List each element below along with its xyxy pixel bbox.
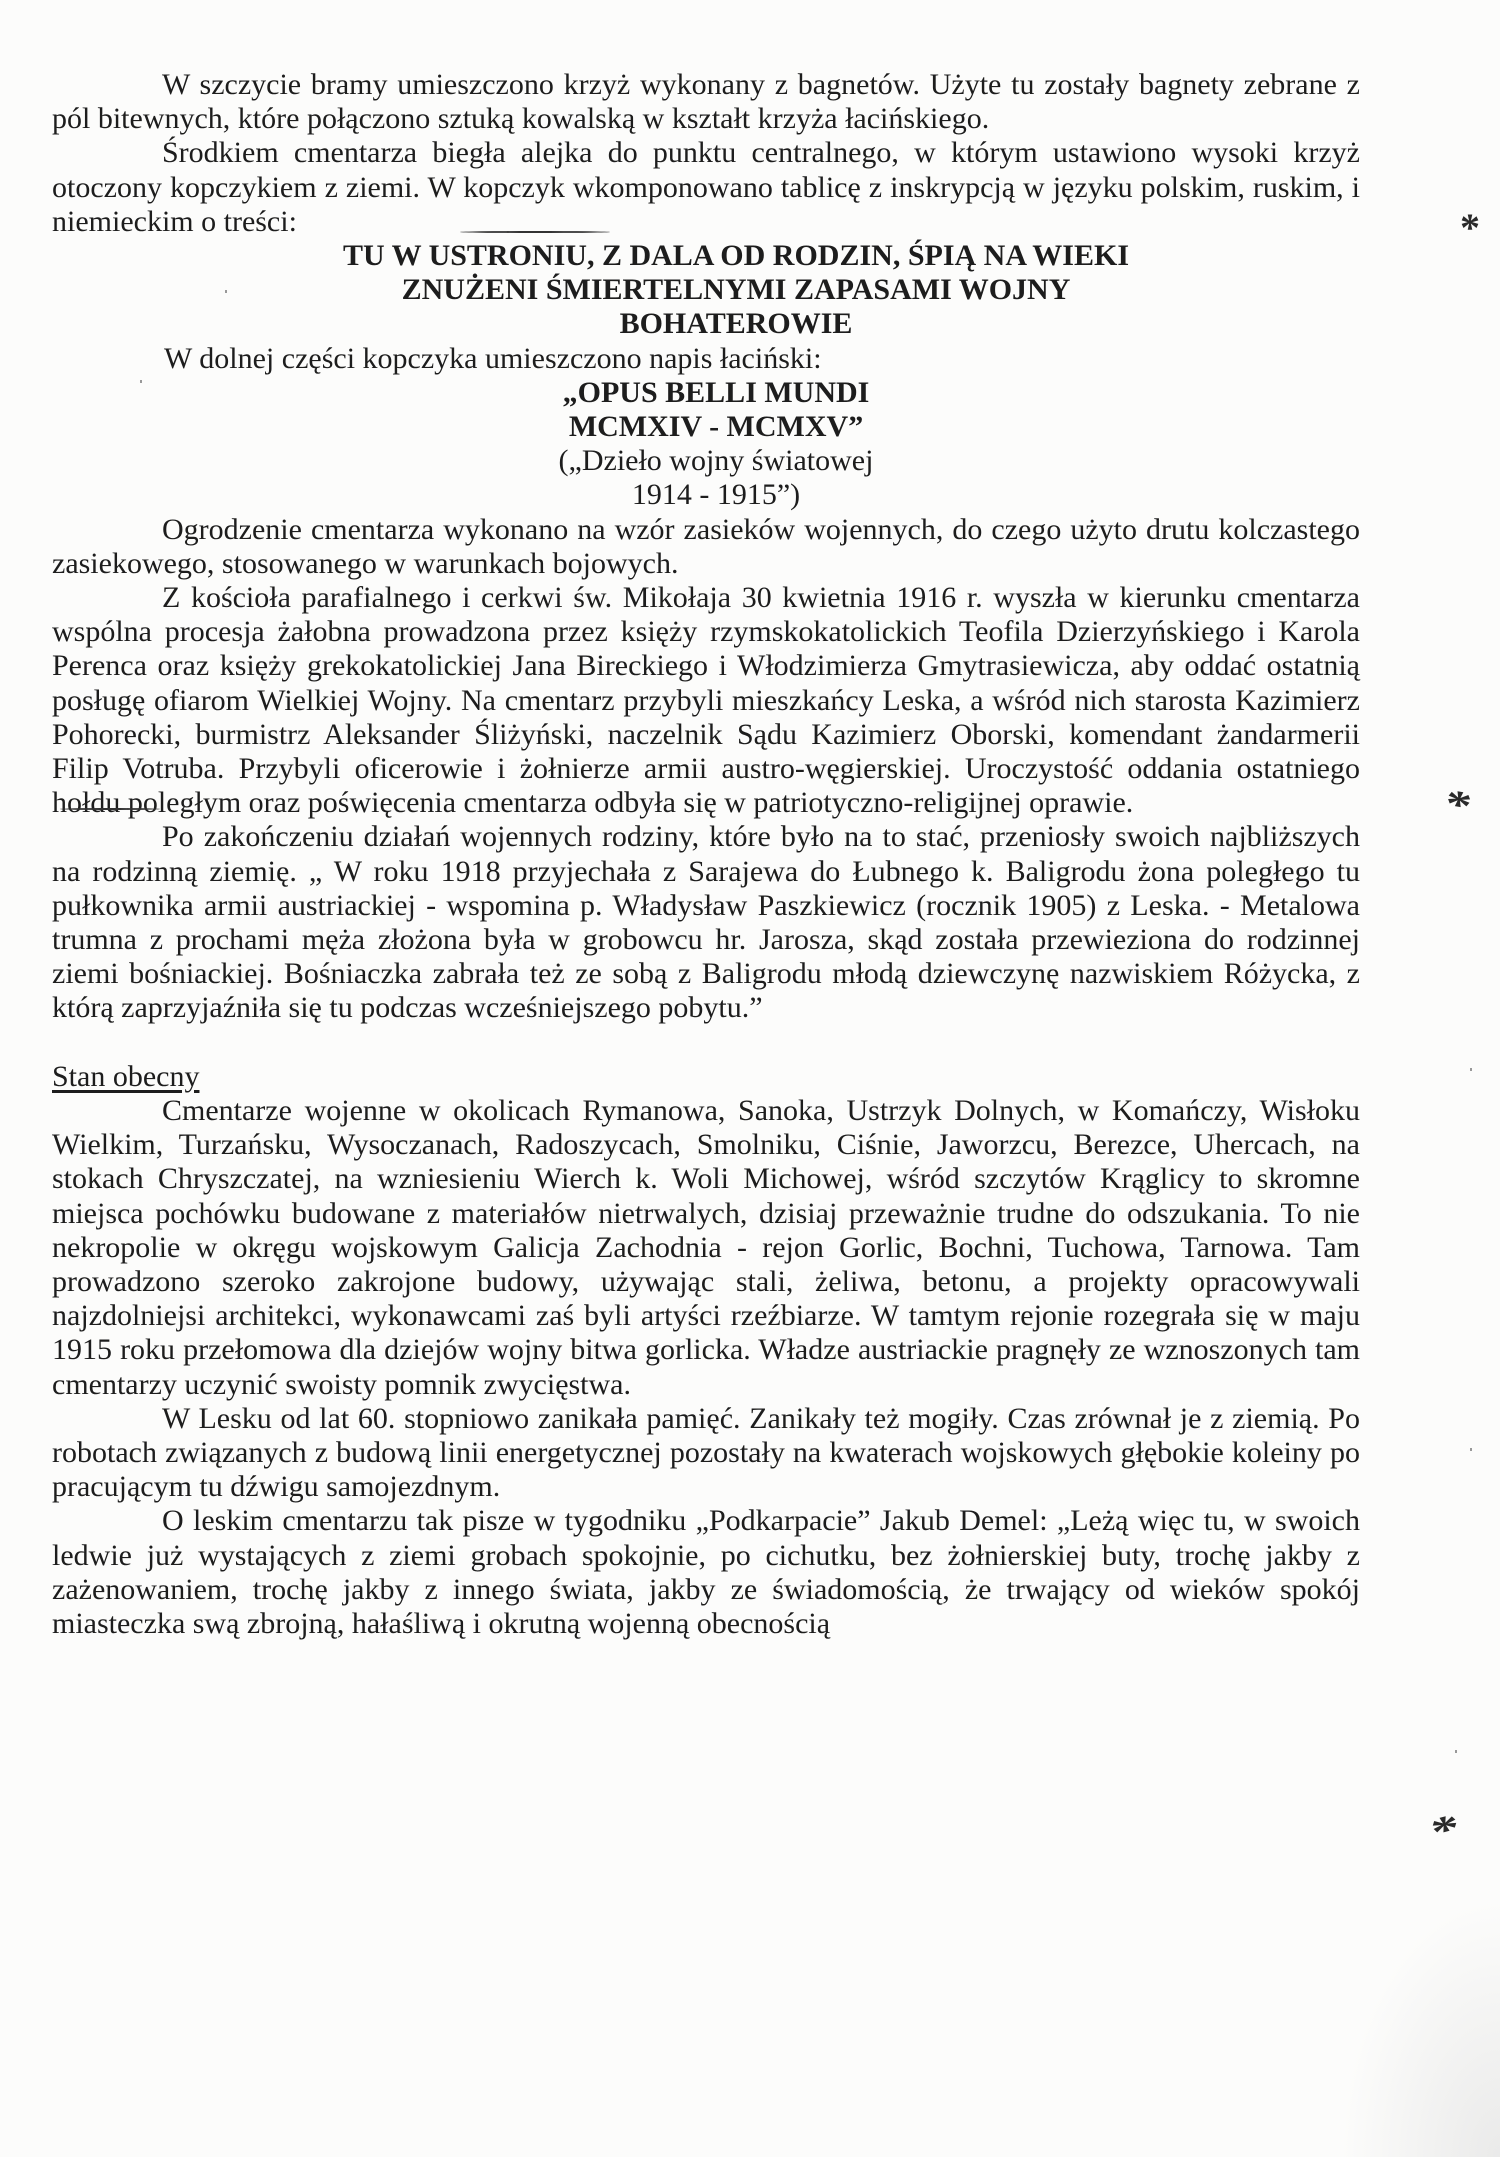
paragraph-families: Po zakończeniu działań wojennych rodziny, które było na to stać, przeniosły swoich najbliższych na rodzinną ziemię. „ W roku 1918 przyjechała z Sarajewa do Łubnego k. Baligrodu żona poległego tu pułkownika armii austriackiej - wspomina p. Władysław Paszkiewicz (rocznik 1905) z Leska. - Metalowa trumna z prochami męża złożona była w grobowcu hr. Jarosza, skąd została przewieziona do rodzinnej ziemi bośniackiej. Bośniaczka zabrała też ze sobą z Baligrodu młodą dziewczynę nazwiskiem Różycka, z którą zaprzyjaźniła się tu podczas wcześniejszego pobytu.” xyxy=(52,820,1360,1025)
page-edge-shadow xyxy=(1340,1897,1500,2157)
latin-inscription-line-1: „OPUS BELLI MUNDI xyxy=(562,375,870,409)
latin-inscription-line-2: MCMXIV - MCMXV” xyxy=(568,410,864,444)
scan-speck xyxy=(1470,1068,1472,1071)
paragraph-lesko-memory: W Lesku od lat 60. stopniowo zanikała pamięć. Zanikały też mogiły. Czas zrównał je z ziemią. Po robotach związanych z budową linii energetycznej pozostały na kwaterach wojskowych głębokie koleiny po pracującym tu dźwigu samojezdnym. xyxy=(52,1401,1360,1504)
asterisk-annotation-icon: * xyxy=(1460,205,1480,250)
paragraph-procession: Z kościoła parafialnego i cerkwi św. Mikołaja 30 kwietnia 1916 r. wyszła w kierunku cmentarza wspólna procesja żałobna prowadzona przez księży rzymskokatolickich Teofila Dzierzyńskiego i Karola Perenca oraz księży grekokatolickiej Jana Bireckiego i Włodzimierza Gmytrasiewicza, aby oddać ostatnią posługę ofiarom Wielkiej Wojny. Na cmentarz przybyli mieszkańcy Leska, a wśród nich starosta Kazimierz Pohorecki, burmistrz Aleksander Śliżyński, naczelnik Sądu Kazimierz Oborski, komendant żandarmerii Filip Votruba. Przybyli oficerowie i żołnierze armii austro-węgierskiej. Uroczystość oddania ostatniego hołdu poległym oraz poświęcenia cmentarza odbyła się w patriotyczno-religijnej oprawie. xyxy=(52,581,1360,820)
inscription-line-1: TU W USTRONIU, Z DALA OD RODZIN, ŚPIĄ NA WIEKI xyxy=(342,239,1129,273)
paragraph-central-cross: Środkiem cmentarza biegła alejka do punktu centralnego, w którym ustawiono wysoki krzyż otoczony kopczykiem z ziemi. W kopczyk wkomponowano tablicę z inskrypcją w języku polskim, ruskim, i niemieckim o treści: xyxy=(52,136,1360,238)
scan-speck xyxy=(1470,1448,1472,1451)
inscription-line-2: ZNUŻENI ŚMIERTELNYMI ZAPASAMI WOJNY xyxy=(401,273,1071,307)
scan-speck xyxy=(140,380,142,383)
paragraph-demel-quote: O leskim cmentarzu tak pisze w tygodniku „Podkarpacie” Jakub Demel: „Leżą więc tu, w swoich ledwie już wystających z ziemi grobach spokojnie, po cichutku, bez żołnierskiej buty, trochę jakby z zażenowaniem, trochę jakby z innego świata, jakby ze świadomością, że trwający od wieków spokój miasteczka swą zbrojną, hałaśliwą i okrutną wojenną obecnością xyxy=(52,1504,1360,1640)
pen-underline-mark xyxy=(460,231,610,233)
pen-underline-mark xyxy=(60,808,160,810)
paragraph-fence: Ogrodzenie cmentarza wykonano na wzór zasieków wojennych, do czego użyto drutu kolczastego zasiekowego, stosowanego w warunkach bojowych. xyxy=(52,512,1360,580)
section-heading: Stan obecny xyxy=(52,1059,200,1093)
scan-speck xyxy=(1455,1750,1457,1753)
scan-speck xyxy=(225,290,227,293)
inscription-line-3: BOHATEROWIE xyxy=(619,307,853,341)
asterisk-annotation-icon: * xyxy=(1441,780,1475,829)
paragraph-war-cemeteries: Cmentarze wojenne w okolicach Rymanowa, Sanoka, Ustrzyk Dolnych, w Komańczy, Wisłoku Wielkim, Turzańsku, Wysoczanach, Radoszycach, Smolniku, Ciśnie, Jaworzcu, Berezce, Uhercach, na stokach Chryszczatej, na wzniesieniu Wierch k. Woli Michowej, wśród szczytów Krąglicy to skromne miejsca pochówku budowane z materiałów nietrwalych, dzisiaj przeważnie trudne do odszukania. To nie nekropolie w okręgu wojskowym Galicja Zachodnia - rejon Gorlic, Bochni, Tuchowa, Tarnowa. Tam prowadzono szeroko zakrojone budowy, używając stali, żeliwa, betonu, a projekty opracowywali najzdolniejsi architekci, wykonawcami zaś byli artyści rzeźbiarze. W tamtym rejonie rozegrała się w maju 1915 roku przełomowa dla dziejów wojny bitwa gorlicka. Władze austriackie pragnęły ze wznoszonych tam cmentarzy uczynić swoisty pomnik zwycięstwa. xyxy=(52,1093,1360,1401)
latin-intro: W dolnej części kopczyka umieszczono napis łaciński: xyxy=(164,341,822,375)
paragraph-bayonet-cross: W szczycie bramy umieszczono krzyż wykonany z bagnetów. Użyte tu zostały bagnety zebrane z pól bitewnych, które połączono sztuką kowalską w kształt krzyża łacińskiego. xyxy=(52,68,1360,136)
latin-translation-line-1: („Dzieło wojny światowej xyxy=(558,444,874,478)
asterisk-annotation-icon: * xyxy=(1426,1804,1466,1855)
document-page xyxy=(52,68,1360,1641)
latin-translation-line-2: 1914 - 1915”) xyxy=(631,478,801,512)
